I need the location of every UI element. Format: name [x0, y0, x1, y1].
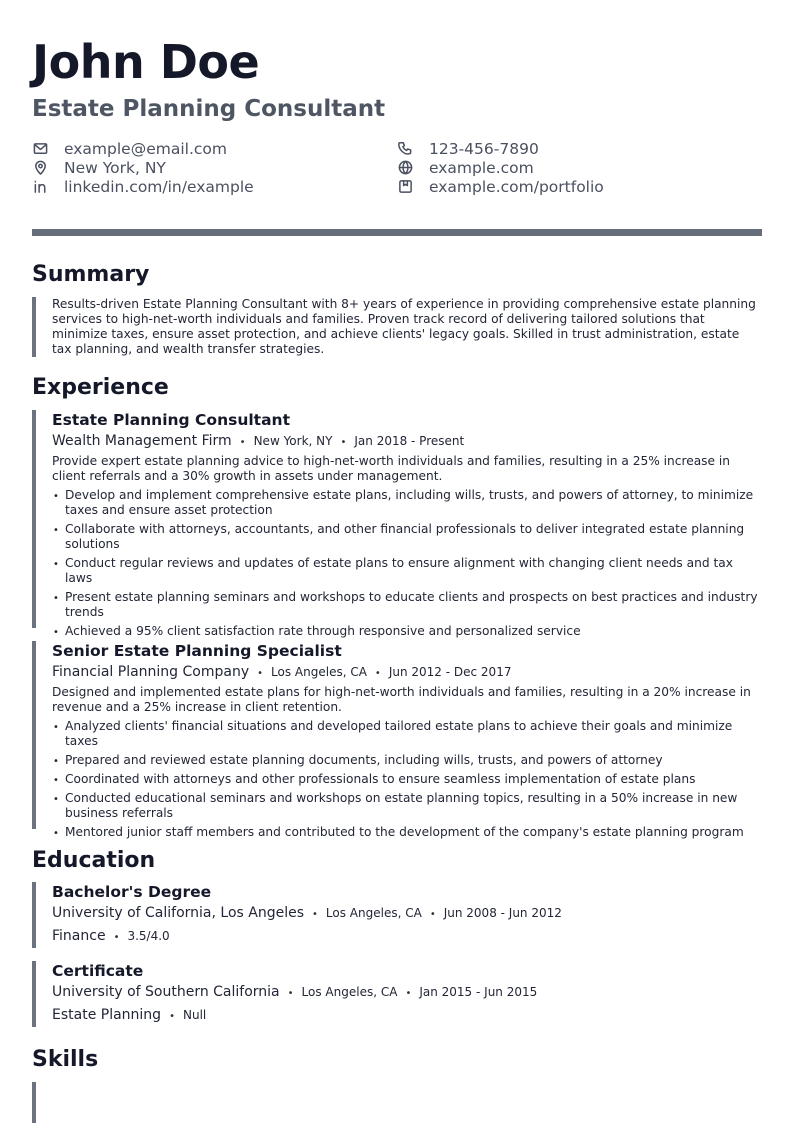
separator-dot: • — [239, 437, 246, 448]
contact-location-text: New York, NY — [64, 158, 166, 177]
mail-icon — [32, 141, 48, 157]
contact-location — [32, 158, 166, 177]
separator-dot: • — [374, 668, 381, 679]
job-bullet: • Achieved a 95% client satisfaction rate through responsive and personalized service — [52, 624, 762, 639]
summary-heading: Summary — [32, 262, 150, 287]
job-title: Estate Planning Consultant — [52, 411, 290, 429]
job-bullets — [52, 719, 762, 840]
contact-linkedin[interactable] — [32, 177, 254, 196]
job-meta — [52, 431, 762, 453]
job-dates: Jan 2018 - Present — [354, 434, 465, 448]
education-grade: Null — [182, 1008, 207, 1022]
contact-phone[interactable] — [397, 139, 539, 158]
job-bullet: • Collaborate with attorneys, accountants, and other financial professionals to deliver integrated estate planning solutions — [52, 522, 762, 552]
job-location: Los Angeles, CA — [271, 665, 367, 679]
job-location: New York, NY — [253, 434, 333, 448]
job-company: Wealth Management Firm — [52, 433, 232, 449]
separator-dot: • — [257, 668, 264, 679]
candidate-title: Estate Planning Consultant — [32, 96, 386, 122]
contact-website-text: example.com — [429, 158, 534, 177]
education-location: Los Angeles, CA — [325, 906, 422, 920]
contact-portfolio-text: example.com/portfolio — [429, 177, 604, 196]
portfolio-icon — [397, 179, 413, 195]
job-title: Senior Estate Planning Specialist — [52, 642, 342, 660]
location-icon — [32, 160, 48, 176]
education-meta — [52, 903, 762, 925]
education-dates: Jan 2015 - Jun 2015 — [419, 985, 538, 999]
contact-email[interactable] — [32, 139, 227, 158]
job-bullets — [52, 488, 762, 639]
job-bullet: • Mentored junior staff members and contributed to the development of the company's estate planning program — [52, 825, 762, 840]
separator-dot: • — [312, 909, 318, 920]
experience-heading: Experience — [32, 375, 169, 400]
skills-heading: Skills — [32, 1047, 99, 1072]
header-divider — [32, 229, 762, 236]
job-description: Provide expert estate planning advice to high-net-worth individuals and families, resulting in a 25% increase in client referrals and a 30% growth in assets under management. — [52, 454, 731, 483]
globe-icon — [397, 160, 413, 176]
education-meta — [52, 982, 762, 1004]
separator-dot: • — [405, 988, 412, 999]
job-bullet: • Prepared and reviewed estate planning documents, including wills, trusts, and powers of attorney — [52, 753, 762, 768]
separator-dot: • — [340, 437, 347, 448]
phone-icon — [397, 141, 413, 157]
education-school: University of Southern California — [52, 984, 280, 1000]
job-company: Financial Planning Company — [52, 664, 250, 680]
education-dates: Jun 2008 - Jun 2012 — [443, 906, 562, 920]
education-school: University of California, Los Angeles — [52, 905, 305, 921]
education-grade: 3.5/4.0 — [127, 929, 170, 943]
education-location: Los Angeles, CA — [301, 985, 398, 999]
contact-linkedin-text: linkedin.com/in/example — [64, 177, 254, 196]
education-degree: Bachelor's Degree — [52, 883, 212, 901]
job-bullet: • Present estate planning seminars and workshops to educate clients and prospects on best practices and industry trends — [52, 590, 762, 620]
skills-block — [32, 1082, 762, 1123]
job-bullet: • Conduct regular reviews and updates of estate plans to ensure alignment with changing client needs and tax laws — [52, 556, 762, 586]
education-field: Finance — [52, 928, 106, 944]
education-entry — [32, 961, 762, 1027]
education-field-row — [52, 1005, 762, 1027]
education-field: Estate Planning — [52, 1007, 162, 1023]
contact-website[interactable] — [397, 158, 534, 177]
job-bullet: • Analyzed clients' financial situations and developed tailored estate plans to achieve their goals and minimize taxes — [52, 719, 762, 749]
education-degree: Certificate — [52, 962, 144, 980]
separator-dot: • — [429, 909, 436, 920]
separator-dot: • — [169, 1011, 175, 1022]
summary-block — [32, 297, 762, 357]
summary-text: Results-driven Estate Planning Consultant with 8+ years of experience in providing comprehensive estate planning services to high-net-worth individuals and families. Proven track record of delivering tailored solutions that minimize taxes, ensure asset protection, and achieve clients' legacy goals. Skilled in trust administration, estate tax planning, and wealth transfer strategies. — [52, 297, 756, 356]
job-meta — [52, 662, 762, 684]
contact-portfolio[interactable] — [397, 177, 604, 196]
job-entry — [32, 641, 762, 839]
job-entry — [32, 410, 762, 638]
separator-dot: • — [113, 932, 120, 943]
education-heading: Education — [32, 848, 156, 873]
education-field-row — [52, 926, 762, 948]
contact-phone-text: 123-456-7890 — [429, 139, 539, 158]
job-bullet: • Develop and implement comprehensive estate plans, including wills, trusts, and powers of attorney, to minimize taxes and ensure asset protection — [52, 488, 762, 518]
job-bullet: • Conducted educational seminars and workshops on estate planning topics, resulting in a 50% increase in new business referrals — [52, 791, 762, 821]
job-dates: Jun 2012 - Dec 2017 — [388, 665, 512, 679]
candidate-name: John Doe — [32, 35, 260, 89]
separator-dot: • — [287, 988, 294, 999]
job-bullet: • Coordinated with attorneys and other professionals to ensure seamless implementation of estate plans — [52, 772, 762, 787]
contact-email-text: example@email.com — [64, 139, 227, 158]
job-description: Designed and implemented estate plans for high-net-worth individuals and families, resulting in a 20% increase in revenue and a 25% increase in client retention. — [52, 685, 751, 714]
education-entry — [32, 882, 762, 948]
linkedin-icon — [32, 179, 48, 195]
